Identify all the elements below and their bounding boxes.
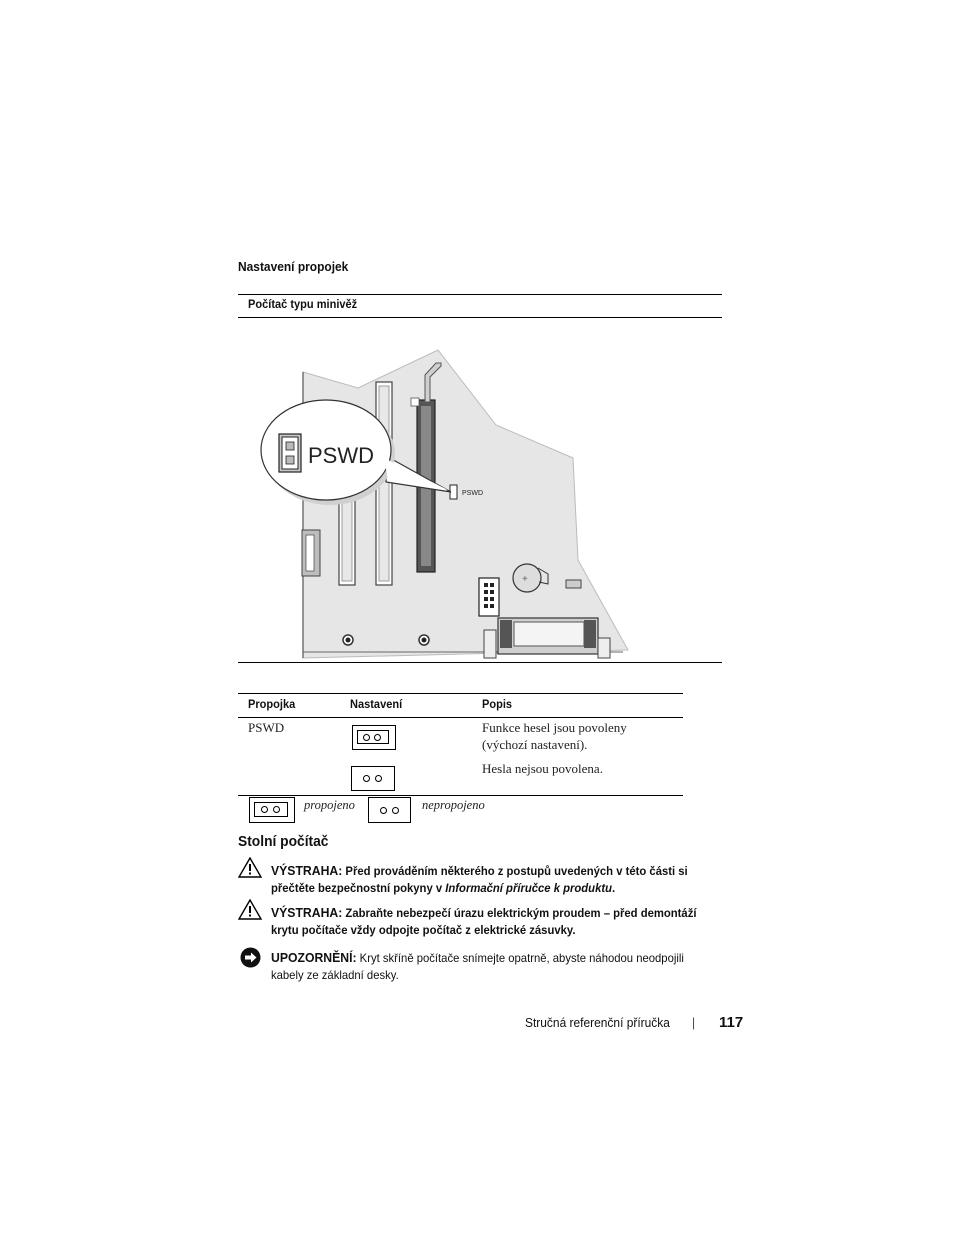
unjumpered-icon bbox=[351, 766, 395, 791]
legend-jumpered-label: propojeno bbox=[304, 798, 355, 812]
legend-jumpered-icon bbox=[249, 797, 295, 823]
caution-emphasis-1: Informační příručce k produktu bbox=[445, 881, 612, 895]
figure-bottom-rule bbox=[238, 662, 722, 663]
cell-jumper-name: PSWD bbox=[248, 720, 285, 735]
table-header-rule bbox=[238, 717, 683, 718]
board-pswd-label: PSWD bbox=[462, 490, 483, 497]
notice-icon bbox=[240, 947, 261, 968]
legend-unjumpered-icon bbox=[368, 797, 411, 823]
notice-text bbox=[271, 949, 713, 984]
caution-lead-1: VÝSTRAHA: bbox=[271, 863, 343, 878]
col-header-jumper: Propojka bbox=[248, 697, 296, 711]
table-top-rule bbox=[238, 693, 683, 694]
caution-notice-1 bbox=[271, 862, 713, 897]
col-header-description: Popis bbox=[482, 697, 513, 711]
footer-title: Stručná referenční příručka bbox=[525, 1015, 670, 1030]
callout-pswd-label: PSWD bbox=[308, 443, 374, 468]
caution-text-2: Zabraňte nebezpečí úrazu elektrickým proudem – před demontáží krytu počítače vždy odpojte počítač z elektrické zásuvky. bbox=[271, 906, 697, 937]
caution-text-1: Před prováděním některého z postupů uvedených v této části si přečtěte bezpečnostní pokyny v bbox=[271, 864, 688, 895]
jumpered-icon bbox=[352, 725, 396, 750]
notice-body: Kryt skříně počítače snímejte opatrně, abyste náhodou neodpojili kabely ze základní desky. bbox=[271, 951, 684, 982]
legend-unjumpered-label: nepropojeno bbox=[422, 798, 485, 812]
caution-icon bbox=[238, 899, 262, 920]
col-header-setting: Nastavení bbox=[350, 697, 403, 711]
caution-end-1: . bbox=[611, 881, 616, 895]
figure-title-rule bbox=[238, 317, 722, 318]
svg-text:+: + bbox=[522, 574, 528, 585]
motherboard-diagram bbox=[238, 330, 722, 662]
caution-icon bbox=[238, 857, 262, 878]
section-heading: Nastavení propojek bbox=[238, 259, 349, 274]
caution-notice-2 bbox=[271, 904, 713, 939]
cell-desc-jumpered: Funkce hesel jsou povoleny (výchozí nastavení). bbox=[482, 720, 627, 752]
table-bottom-rule bbox=[238, 795, 683, 796]
caution-lead-2: VÝSTRAHA: bbox=[271, 905, 343, 920]
cell-desc-unjumpered: Hesla nejsou povolena. bbox=[482, 761, 603, 776]
notice-lead: UPOZORNĚNÍ: bbox=[271, 950, 357, 965]
desktop-heading: Stolní počítač bbox=[238, 833, 329, 850]
footer-separator: | bbox=[692, 1015, 696, 1030]
figure-title: Počítač typu minivěž bbox=[248, 297, 358, 311]
page-number: 117 bbox=[719, 1014, 744, 1031]
figure-top-rule bbox=[238, 294, 722, 295]
